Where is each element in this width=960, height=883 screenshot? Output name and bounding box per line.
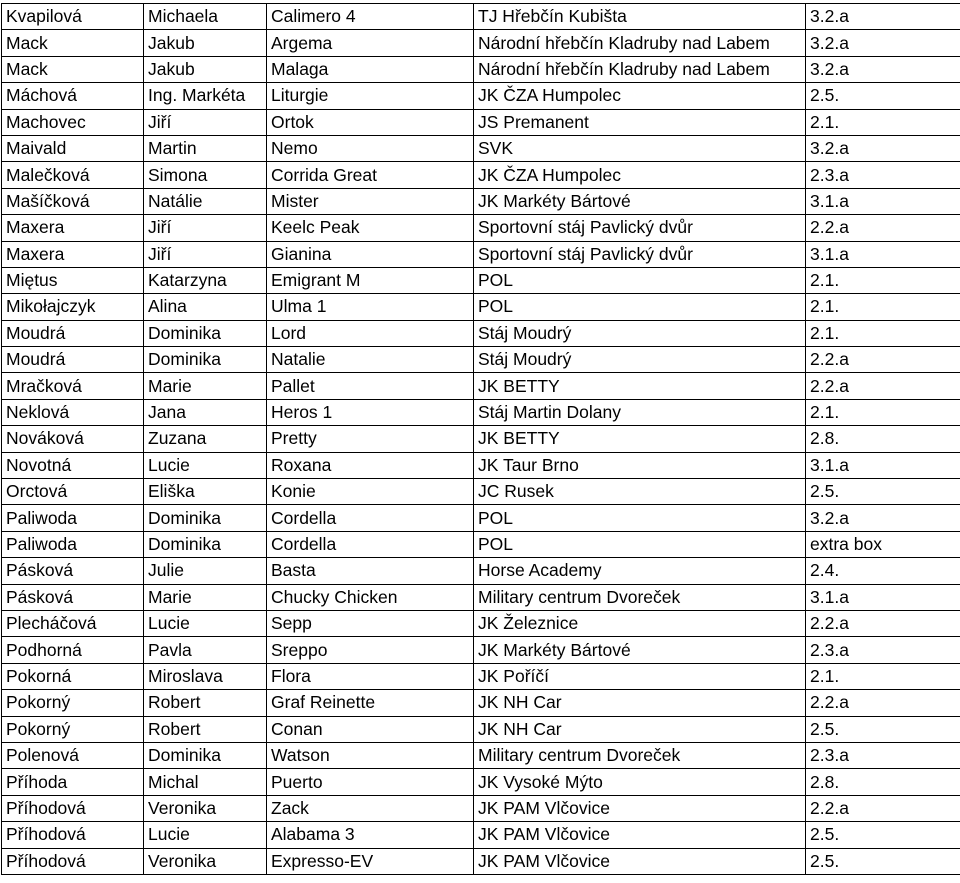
cell-first-name: Dominika: [144, 531, 267, 557]
cell-surname: Mašíčková: [2, 188, 144, 214]
cell-class: 2.5.: [806, 83, 960, 109]
cell-class: 3.2.a: [806, 30, 960, 56]
cell-club: JK ČZA Humpolec: [474, 162, 806, 188]
cell-horse: Puerto: [267, 769, 474, 795]
table-row: [2, 109, 960, 135]
cell-class: 3.2.a: [806, 505, 960, 531]
table-row: [2, 267, 960, 293]
cell-horse: Lord: [267, 320, 474, 346]
cell-first-name: Pavla: [144, 637, 267, 663]
cell-surname: Pokorný: [2, 716, 144, 742]
cell-first-name: Dominika: [144, 742, 267, 768]
cell-first-name: Jiří: [144, 109, 267, 135]
table-row: [2, 320, 960, 346]
cell-first-name: Katarzyna: [144, 267, 267, 293]
table-row: [2, 663, 960, 689]
table-row: [2, 135, 960, 161]
cell-class: 2.4.: [806, 558, 960, 584]
cell-class: 2.3.a: [806, 162, 960, 188]
cell-first-name: Julie: [144, 558, 267, 584]
cell-class: 2.2.a: [806, 795, 960, 821]
cell-class: 3.2.a: [806, 56, 960, 82]
cell-first-name: Martin: [144, 135, 267, 161]
cell-surname: Novotná: [2, 452, 144, 478]
cell-horse: Alabama 3: [267, 822, 474, 848]
table-row: [2, 769, 960, 795]
cell-class: 3.1.a: [806, 584, 960, 610]
cell-horse: Emigrant M: [267, 267, 474, 293]
cell-class: 2.5.: [806, 822, 960, 848]
cell-class: 3.2.a: [806, 4, 960, 30]
cell-club: JC Rusek: [474, 479, 806, 505]
cell-horse: Heros 1: [267, 399, 474, 425]
table-row: [2, 637, 960, 663]
cell-surname: Paliwoda: [2, 531, 144, 557]
cell-club: JK Poříčí: [474, 663, 806, 689]
table-row: [2, 822, 960, 848]
cell-first-name: Marie: [144, 584, 267, 610]
cell-first-name: Dominika: [144, 320, 267, 346]
cell-club: JK PAM Vlčovice: [474, 848, 806, 874]
cell-horse: Graf Reinette: [267, 690, 474, 716]
cell-horse: Conan: [267, 716, 474, 742]
cell-class: 2.2.a: [806, 373, 960, 399]
cell-first-name: Lucie: [144, 610, 267, 636]
cell-surname: Polenová: [2, 742, 144, 768]
cell-surname: Moudrá: [2, 320, 144, 346]
cell-surname: Malečková: [2, 162, 144, 188]
cell-club: JS Premanent: [474, 109, 806, 135]
cell-horse: Flora: [267, 663, 474, 689]
cell-first-name: Robert: [144, 716, 267, 742]
cell-surname: Mikołajczyk: [2, 294, 144, 320]
cell-club: JK PAM Vlčovice: [474, 822, 806, 848]
table-row: [2, 690, 960, 716]
table-row: [2, 30, 960, 56]
table-row: [2, 241, 960, 267]
table-row: [2, 479, 960, 505]
table-row: [2, 531, 960, 557]
cell-horse: Nemo: [267, 135, 474, 161]
table-row: [2, 4, 960, 30]
table-row: [2, 83, 960, 109]
table-row: [2, 716, 960, 742]
table-row: [2, 584, 960, 610]
cell-class: 2.1.: [806, 267, 960, 293]
cell-club: Stáj Moudrý: [474, 320, 806, 346]
cell-horse: Watson: [267, 742, 474, 768]
cell-horse: Malaga: [267, 56, 474, 82]
cell-club: JK BETTY: [474, 373, 806, 399]
cell-horse: Expresso-EV: [267, 848, 474, 874]
cell-first-name: Jiří: [144, 215, 267, 241]
cell-surname: Pásková: [2, 558, 144, 584]
table-row: [2, 56, 960, 82]
cell-surname: Miętus: [2, 267, 144, 293]
cell-club: JK NH Car: [474, 690, 806, 716]
cell-surname: Máchová: [2, 83, 144, 109]
cell-surname: Mack: [2, 56, 144, 82]
cell-horse: Cordella: [267, 531, 474, 557]
cell-club: Military centrum Dvoreček: [474, 584, 806, 610]
cell-horse: Cordella: [267, 505, 474, 531]
cell-horse: Gianina: [267, 241, 474, 267]
cell-horse: Pretty: [267, 426, 474, 452]
table-row: [2, 610, 960, 636]
cell-horse: Liturgie: [267, 83, 474, 109]
cell-first-name: Lucie: [144, 452, 267, 478]
cell-surname: Podhorná: [2, 637, 144, 663]
cell-club: JK Železnice: [474, 610, 806, 636]
cell-surname: Maxera: [2, 215, 144, 241]
cell-horse: Basta: [267, 558, 474, 584]
cell-club: JK Markéty Bártové: [474, 637, 806, 663]
cell-horse: Sreppo: [267, 637, 474, 663]
cell-club: Národní hřebčín Kladruby nad Labem: [474, 30, 806, 56]
table-row: [2, 215, 960, 241]
cell-horse: Ortok: [267, 109, 474, 135]
cell-class: 3.2.a: [806, 135, 960, 161]
cell-first-name: Natálie: [144, 188, 267, 214]
cell-class: 2.2.a: [806, 690, 960, 716]
table-row: [2, 452, 960, 478]
cell-surname: Pokorná: [2, 663, 144, 689]
cell-horse: Sepp: [267, 610, 474, 636]
cell-club: JK Vysoké Mýto: [474, 769, 806, 795]
entries-table-body: [2, 4, 960, 875]
cell-surname: Pásková: [2, 584, 144, 610]
cell-first-name: Eliška: [144, 479, 267, 505]
cell-class: 2.2.a: [806, 347, 960, 373]
cell-surname: Orctová: [2, 479, 144, 505]
cell-club: JK BETTY: [474, 426, 806, 452]
cell-first-name: Michaela: [144, 4, 267, 30]
table-row: [2, 188, 960, 214]
cell-club: POL: [474, 531, 806, 557]
cell-surname: Příhodová: [2, 795, 144, 821]
cell-club: Sportovní stáj Pavlický dvůr: [474, 215, 806, 241]
cell-surname: Moudrá: [2, 347, 144, 373]
table-row: [2, 399, 960, 425]
cell-first-name: Jakub: [144, 56, 267, 82]
cell-first-name: Dominika: [144, 505, 267, 531]
cell-horse: Roxana: [267, 452, 474, 478]
cell-club: Military centrum Dvoreček: [474, 742, 806, 768]
cell-first-name: Veronika: [144, 848, 267, 874]
cell-club: Národní hřebčín Kladruby nad Labem: [474, 56, 806, 82]
cell-surname: Machovec: [2, 109, 144, 135]
table-row: [2, 373, 960, 399]
cell-horse: Ulma 1: [267, 294, 474, 320]
cell-horse: Konie: [267, 479, 474, 505]
cell-class: 2.5.: [806, 479, 960, 505]
table-row: [2, 795, 960, 821]
cell-class: extra box: [806, 531, 960, 557]
cell-horse: Chucky Chicken: [267, 584, 474, 610]
cell-surname: Mack: [2, 30, 144, 56]
table-row: [2, 162, 960, 188]
cell-first-name: Simona: [144, 162, 267, 188]
cell-class: 3.1.a: [806, 452, 960, 478]
cell-class: 2.1.: [806, 320, 960, 346]
cell-horse: Pallet: [267, 373, 474, 399]
cell-horse: Keelc Peak: [267, 215, 474, 241]
cell-surname: Příhodová: [2, 848, 144, 874]
cell-class: 2.3.a: [806, 637, 960, 663]
table-row: [2, 505, 960, 531]
cell-club: TJ Hřebčín Kubišta: [474, 4, 806, 30]
cell-surname: Příhodová: [2, 822, 144, 848]
cell-club: POL: [474, 294, 806, 320]
table-row: [2, 848, 960, 874]
cell-first-name: Jakub: [144, 30, 267, 56]
entries-table: [1, 3, 960, 875]
cell-first-name: Robert: [144, 690, 267, 716]
cell-horse: Zack: [267, 795, 474, 821]
cell-club: JK Markéty Bártové: [474, 188, 806, 214]
cell-surname: Plecháčová: [2, 610, 144, 636]
table-row: [2, 742, 960, 768]
table-row: [2, 347, 960, 373]
cell-first-name: Alina: [144, 294, 267, 320]
cell-club: Horse Academy: [474, 558, 806, 584]
cell-class: 2.1.: [806, 399, 960, 425]
cell-first-name: Marie: [144, 373, 267, 399]
cell-class: 2.3.a: [806, 742, 960, 768]
cell-surname: Paliwoda: [2, 505, 144, 531]
cell-first-name: Ing. Markéta: [144, 83, 267, 109]
cell-club: JK Taur Brno: [474, 452, 806, 478]
table-row: [2, 294, 960, 320]
cell-surname: Maxera: [2, 241, 144, 267]
cell-horse: Corrida Great: [267, 162, 474, 188]
cell-surname: Kvapilová: [2, 4, 144, 30]
cell-horse: Natalie: [267, 347, 474, 373]
cell-club: POL: [474, 267, 806, 293]
cell-first-name: Jana: [144, 399, 267, 425]
cell-class: 3.1.a: [806, 241, 960, 267]
cell-first-name: Lucie: [144, 822, 267, 848]
cell-surname: Pokorný: [2, 690, 144, 716]
cell-club: JK ČZA Humpolec: [474, 83, 806, 109]
cell-horse: Calimero 4: [267, 4, 474, 30]
cell-first-name: Michal: [144, 769, 267, 795]
cell-club: POL: [474, 505, 806, 531]
cell-club: JK PAM Vlčovice: [474, 795, 806, 821]
cell-first-name: Zuzana: [144, 426, 267, 452]
cell-class: 2.1.: [806, 294, 960, 320]
cell-first-name: Jiří: [144, 241, 267, 267]
table-row: [2, 426, 960, 452]
cell-club: Stáj Moudrý: [474, 347, 806, 373]
cell-club: Stáj Martin Dolany: [474, 399, 806, 425]
cell-class: 2.5.: [806, 716, 960, 742]
cell-class: 2.8.: [806, 426, 960, 452]
cell-class: 2.8.: [806, 769, 960, 795]
cell-club: JK NH Car: [474, 716, 806, 742]
cell-first-name: Dominika: [144, 347, 267, 373]
cell-first-name: Veronika: [144, 795, 267, 821]
cell-class: 2.1.: [806, 109, 960, 135]
cell-surname: Neklová: [2, 399, 144, 425]
cell-surname: Příhoda: [2, 769, 144, 795]
table-row: [2, 558, 960, 584]
cell-horse: Argema: [267, 30, 474, 56]
cell-class: 2.2.a: [806, 610, 960, 636]
cell-class: 2.2.a: [806, 215, 960, 241]
cell-first-name: Miroslava: [144, 663, 267, 689]
cell-horse: Mister: [267, 188, 474, 214]
cell-club: SVK: [474, 135, 806, 161]
cell-class: 2.5.: [806, 848, 960, 874]
cell-class: 3.1.a: [806, 188, 960, 214]
cell-surname: Nováková: [2, 426, 144, 452]
cell-surname: Mračková: [2, 373, 144, 399]
cell-class: 2.1.: [806, 663, 960, 689]
cell-club: Sportovní stáj Pavlický dvůr: [474, 241, 806, 267]
cell-surname: Maivald: [2, 135, 144, 161]
